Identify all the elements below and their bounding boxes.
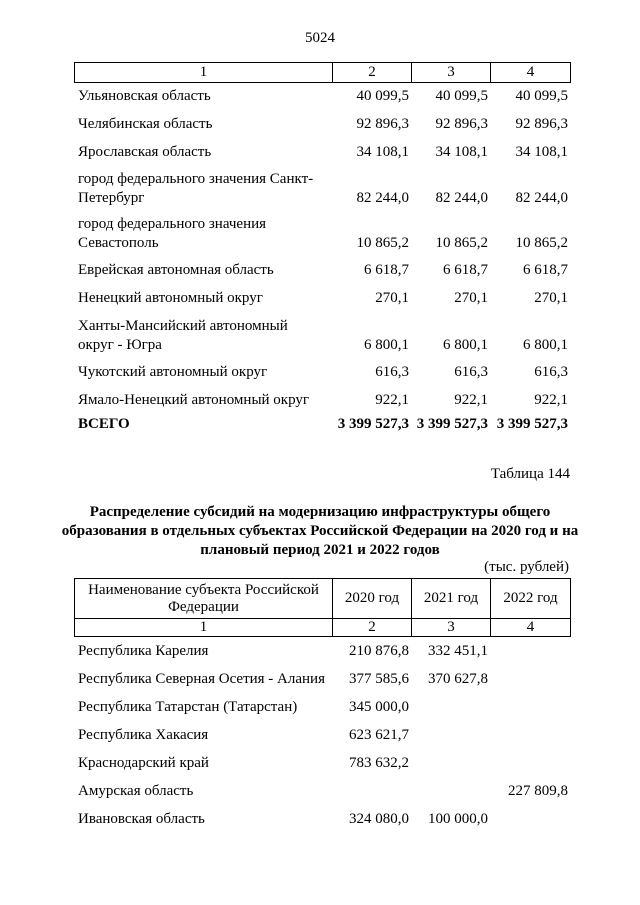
region-name: Амурская область [78,783,194,799]
value-2021: 270,1 [454,290,488,306]
value-2021: 34 108,1 [435,144,488,160]
region-name: Чукотский автономный округ [78,364,268,380]
value-2021: 616,3 [454,364,488,380]
table1-header [74,62,571,83]
value-2021: 10 865,2 [435,235,488,251]
table2-col-number: 4 [491,619,571,637]
region-name: Ненецкий автономный округ [78,290,263,306]
value-2020: 92 896,3 [356,116,409,132]
value-2022: 227 809,8 [508,783,568,799]
value-2020: 210 876,8 [349,643,409,659]
value-2021: 6 618,7 [443,262,488,278]
value-2020: 6 618,7 [364,262,409,278]
table1-col-number: 3 [412,63,491,83]
value-2020: 34 108,1 [356,144,409,160]
table1-col-number: 2 [333,63,412,83]
region-name: Республика Татарстан (Татарстан) [78,699,298,715]
table2-col-number: 2 [333,619,412,637]
value-2022: 92 896,3 [515,116,568,132]
value-2021: 370 627,8 [428,671,488,687]
table2-header [74,578,571,637]
value-2022: 6 800,1 [523,337,568,353]
region-name: Еврейская автономная область [78,262,274,278]
value-2020: 377 585,6 [349,671,409,687]
units-label: (тыс. рублей) [484,559,569,575]
value-2020: 10 865,2 [356,235,409,251]
total-label: ВСЕГО [78,416,130,432]
table-number-label: Таблица 144 [490,466,570,482]
value-2022: 10 865,2 [515,235,568,251]
value-2021: 6 800,1 [443,337,488,353]
value-2022: 34 108,1 [515,144,568,160]
value-2020: 324 080,0 [349,811,409,827]
value-2020: 616,3 [375,364,409,380]
value-2020: 82 244,0 [356,190,409,206]
value-2020: 270,1 [375,290,409,306]
total-2020: 3 399 527,3 [337,416,409,432]
region-name: Республика Карелия [78,643,209,659]
total-2021: 3 399 527,3 [416,416,488,432]
value-2021: 40 099,5 [435,88,488,104]
value-2022: 6 618,7 [523,262,568,278]
region-name: Ульяновская область [78,88,211,104]
column-header-region: Наименование субъекта Российской Федерации [75,579,333,619]
column-header-2022: 2022 год [491,579,571,619]
value-2022: 922,1 [534,392,568,408]
value-2021: 922,1 [454,392,488,408]
region-name: город федерального значения Севастополь [78,216,267,251]
value-2020: 40 099,5 [356,88,409,104]
value-2020: 345 000,0 [349,699,409,715]
value-2021: 82 244,0 [435,190,488,206]
value-2021: 92 896,3 [435,116,488,132]
value-2020: 783 632,2 [349,755,409,771]
region-name: Ямало-Ненецкий автономный округ [78,392,310,408]
total-2022: 3 399 527,3 [496,416,568,432]
region-name: Ярославская область [78,144,212,160]
table1-col-number: 1 [75,63,333,83]
value-2020: 623 621,7 [349,727,409,743]
value-2022: 270,1 [534,290,568,306]
region-name: Ханты-Мансийский автономный округ - Югра [78,318,288,353]
value-2020: 6 800,1 [364,337,409,353]
column-header-2020: 2020 год [333,579,412,619]
region-name: Краснодарский край [78,755,209,771]
value-2020: 922,1 [375,392,409,408]
table2-col-number: 1 [75,619,333,637]
value-2022: 40 099,5 [515,88,568,104]
table1-col-number: 4 [491,63,571,83]
region-name: Республика Северная Осетия - Алания [78,671,325,687]
region-name: Республика Хакасия [78,727,209,743]
region-name: Челябинская область [78,116,213,132]
value-2021: 100 000,0 [428,811,488,827]
page-number: 5024 [305,30,335,46]
value-2021: 332 451,1 [428,643,488,659]
table-caption: Распределение субсидий на модернизацию инфраструктуры общего образования в отдельных субъектах Российской Федерации на 2020 год и на плановый период 2021 и 2022 годов [61,504,579,558]
value-2022: 82 244,0 [515,190,568,206]
value-2022: 616,3 [534,364,568,380]
table2-col-number: 3 [412,619,491,637]
region-name: Ивановская область [78,811,205,827]
region-name: город федерального значения Санкт-Петербург [78,171,314,206]
column-header-2021: 2021 год [412,579,491,619]
